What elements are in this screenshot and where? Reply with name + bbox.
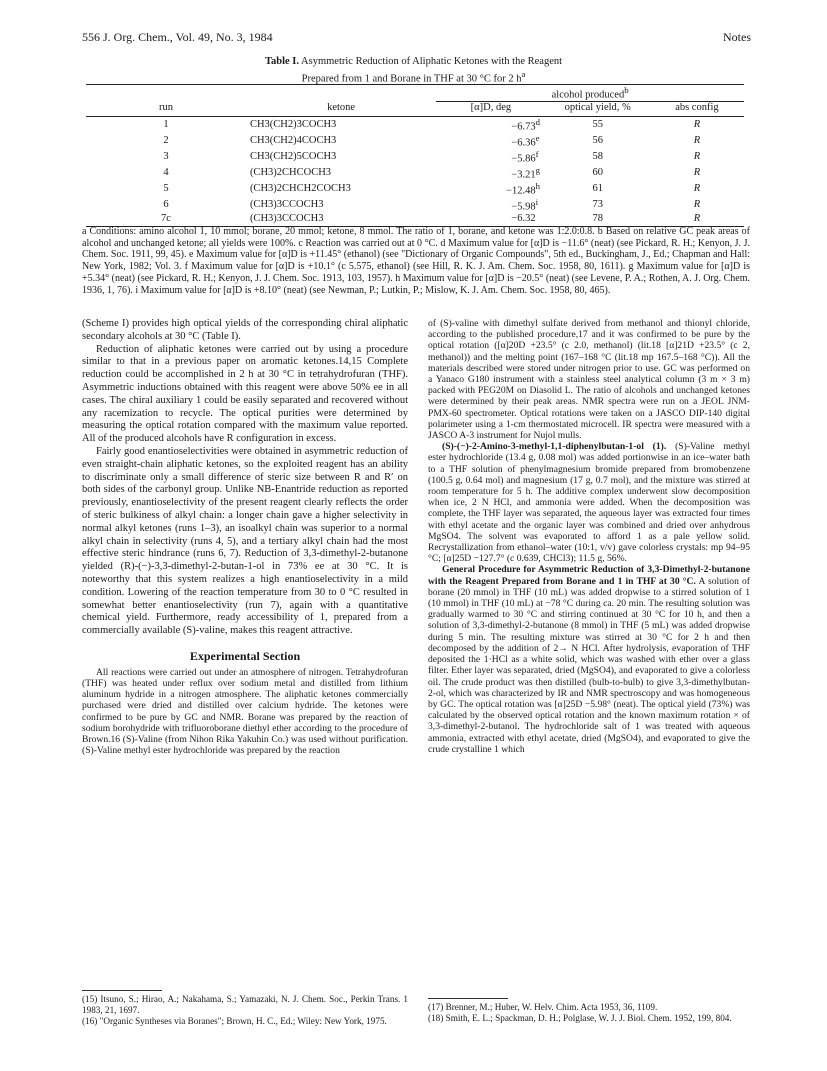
- cell-ketone: (CH3)3CCOCH3: [249, 198, 324, 210]
- left-column: [82, 318, 408, 756]
- journal-citation: 556 J. Org. Chem., Vol. 49, No. 3, 1984: [82, 30, 273, 44]
- cell-config: R: [693, 118, 701, 130]
- alpha-note: g: [535, 164, 540, 175]
- section-label: Notes: [723, 30, 751, 44]
- cell-alpha: −6.73$^d$: [511, 116, 540, 132]
- cell-config: R: [693, 182, 701, 194]
- references-right: [428, 1002, 750, 1024]
- table-caption-note: a: [521, 69, 526, 79]
- cell-config: R: [693, 150, 701, 162]
- cell-ketone: (CH3)2CHCOCH3: [249, 166, 332, 178]
- cell-run: 4: [163, 166, 169, 178]
- page-header: [82, 30, 751, 46]
- col-header-yield: optical yield, %: [546, 102, 650, 117]
- col-header-run: run: [86, 102, 246, 117]
- cell-alpha: −12.48$^h$: [506, 180, 540, 196]
- table-title-line2: Prepared from 1 and Borane in THF at 30 °C for 2 h: [301, 73, 522, 85]
- cell-alpha: −5.86$^f$: [436, 149, 545, 165]
- table-title-line1: Asymmetric Reduction of Aliphatic Ketones with the Reagent: [301, 56, 563, 67]
- paragraph: Reduction of aliphatic ketones were carried out by using a procedure similar to that in a previous paper on aromatic ketones.14,15 Complete reduction could be accomplished in 2 h at 30 °C in tetrahydrofuran (THF). Asymmetric inductions obtained with this reagent were above 50% ee in all cases. The chiral auxiliary 1 could be easily separated and recovered without any racemization to recycle. The optical purities were determined by measuring the optical rotation compared with the maximum value reported. All of the produced alcohols have R configuration in excess.: [82, 343, 408, 445]
- alpha-note: f: [535, 148, 539, 159]
- cell-alpha: −6.32: [436, 213, 545, 227]
- table-row: [86, 197, 744, 213]
- footnote-rule: [82, 990, 162, 991]
- cell-yield: 56: [592, 134, 603, 146]
- alpha-note: e: [535, 132, 540, 143]
- results-table: [86, 84, 744, 227]
- cell-alpha: −3.21$^g$: [511, 164, 540, 180]
- footnote-rule: [428, 998, 508, 999]
- paragraph: A solution of borane (20 mmol) in THF (10 mL) was added dropwise to a stirred solution of 1 (10 mmol) in THF (10 mL) at −78 °C during ca. 20 min. The resulting solution was gradually warmed to 30 °C and stirring continued at 30 °C for 10 h, and then a solution of 3,3-dimethyl-2-butanone (8 mmol) in THF (5 mL) was added dropwise during 5 min. The resulting mixture was stirred at 30 °C for 2 h and then decomposed by the addition of 2→ N HCl. After hydrolysis, evaporation of THF deposited the 1·HCl as a white solid, which was washed with ether over a glass filter. Ether layer was separated, dried (MgSO4), and evaporated to give a colorless oil. The crude product was then distilled (bulb-to-bulb) to give 3,3-dimethylbutan-2-ol, which was characterized by IR and NMR spectroscopy and was homogeneous by GC. The optical rotation was [α]25D −5.98° (neat). The optical yield (73%) was calculated by the observed optical rotation and the known maximum rotation × of 3,3-dimethyl-2-butanol. The hydrochloride salt of 1 was treated with aqueous ammonia, extracted with ethyl acetate, dried (MgSO4), and evaporated to give the crude crystalline 1 which: [428, 575, 750, 755]
- cell-run: 7c: [86, 213, 246, 227]
- cell-alpha: $-5.98^i$: [436, 197, 545, 213]
- table-row: [86, 133, 744, 149]
- cell-run: 3: [163, 150, 169, 162]
- table-row: [86, 213, 744, 227]
- paragraph: of (S)-valine with dimethyl sulfate derived from methanol and thionyl chloride, according to the published procedure,17 and it was confirmed to be pure by the optical rotation ([α]20D +23.5° (c 2.0, methanol) (lit.18 [α]21D +23.5° (c 2, methanol)) and the melting point (167–168 °C (lit.18 mp 167.5–168 °C)). All the materials described were stored under nitrogen prior to use. GC was performed on a Yanaco G180 instrument with a stainless steel analytical column (3 m × 3 m) packed with PEG20M on Diasolid L. The ratio of alcohols and unchanged ketones were determined by their peak areas. NMR spectra were run on a JEOL JNM-PMX-60 spectrometer. Optical rotations were taken on a JASCO DIP-140 digital polarimeter using a 1-cm thermostated microcell. IR spectra were measured with a JASCO A-3 instrument for Nujol mulls.: [428, 318, 750, 442]
- table-row: [86, 149, 744, 165]
- cell-yield: 60: [592, 166, 603, 178]
- alpha-note: d: [535, 116, 540, 127]
- reference: (16) "Organic Syntheses via Boranes"; Brown, H. C., Ed.; Wiley: New York, 1975.: [82, 1015, 387, 1026]
- cell-yield: 73: [592, 198, 603, 210]
- cell-yield: 58: [592, 150, 603, 162]
- table-label: Table I.: [264, 56, 299, 67]
- alpha-note: i: [535, 196, 539, 207]
- cell-run: 1: [163, 118, 169, 130]
- cell-ketone: CH3(CH2)3COCH3: [249, 118, 337, 130]
- paragraph: (Scheme I) provides high optical yields of the corresponding chiral aliphatic secondary alcohols at 30 °C (Table I).: [82, 318, 408, 342]
- cell-ketone: (CH3)3CCOCH3: [246, 213, 436, 227]
- cell-ketone: CH3(CH2)5COCH3: [249, 150, 337, 162]
- reference: (18) Smith, E. L.; Spackman, D. H.; Polglase, W. J. J. Biol. Chem. 1952, 199, 804.: [428, 1012, 732, 1023]
- table-row: [86, 181, 744, 197]
- reference: (17) Brenner, M.; Huber, W. Helv. Chim. Acta 1953, 36, 1109.: [428, 1002, 658, 1012]
- paragraph: All reactions were carried out under an atmosphere of nitrogen. Tetrahydrofuran (THF) was heated under reflux over sodium metal and distilled from lithium aluminum hydride in a nitrogen atmosphere. The aliphatic ketones commercially purchased were dried and distilled over calcium hydride. The ketones were confirmed to be pure by GC and NMR. Borane was prepared by the reaction of sodium borohydride with trifluoroborane diethyl ether according to the procedure of Brown.16 (S)-Valine (from Nihon Rika Yakuhin Co.) was used without purification. (S)-Valine methyl ester hydrochloride was prepared by the reaction: [82, 666, 408, 757]
- col-header-config: abs config: [650, 102, 744, 117]
- subheading: (S)-(−)-2-Amino-3-methyl-1,1-diphenylbutan-1-ol (1).: [442, 441, 667, 453]
- cell-config: R: [650, 213, 744, 227]
- cell-config: R: [693, 166, 701, 178]
- reference: (15) Itsuno, S.; Hirao, A.; Nakahama, S.; Yamazaki, N. J. Chem. Soc., Perkin Trans. 1 1983, 21, 1697.: [82, 994, 408, 1015]
- cell-run: 6: [163, 198, 169, 210]
- cell-yield: 55: [592, 118, 603, 130]
- group-header: alcohol produced$^b$: [436, 85, 744, 102]
- cell-ketone: (CH3)2CHCH2COCH3: [249, 182, 351, 194]
- col-header-ketone: ketone: [246, 102, 436, 117]
- cell-yield: 78: [546, 213, 650, 227]
- cell-config: R: [693, 134, 701, 146]
- table-row: [86, 165, 744, 181]
- cell-ketone: CH3(CH2)4COCH3: [249, 134, 337, 146]
- cell-config: R: [693, 198, 701, 210]
- table-row: [86, 116, 744, 133]
- col-header-alpha: [α]D, deg: [436, 102, 545, 117]
- section-heading: Experimental Section: [189, 648, 301, 663]
- subheading: General Procedure for Asymmetric Reduction of 3,3-Dimethyl-2-butanone with the Reagent Prepared from Borane and 1 in THF at 30 °C.: [428, 564, 750, 587]
- alpha-note: h: [535, 180, 540, 191]
- table-caption: [120, 56, 707, 86]
- cell-yield: 61: [592, 182, 603, 194]
- references-left: [82, 994, 408, 1026]
- paragraph: (S)-Valine methyl ester hydrochloride (13.4 g, 0.08 mol) was added portionwise in an ice–water bath to a THF solution of phenylmagnesium bromide prepared from bromobenzene (100.5 g, 0.64 mol) and magnesium (17 g, 0.7 mol), and the mixture was stirred at room temperature for 5 h. The additive complex underwent slow decomposition when ice, 2 N HCl, and ammonia were added. When the decomposition was complete, the THF layer was separated, the aqueous layer was extracted four times with ethyl acetate and the organic layer was combined and dried over anhydrous MgSO4. The solvent was evaporated to afford 1 as a pale yellow solid. Recrystallization from ethanol–water (10:1, v/v) gave colorless crystals: mp 94–95 °C; [α]25D −127.7° (c 0.639, CHCl3); 11.5 g, 56%.: [428, 441, 750, 565]
- cell-alpha: −6.36$^e$: [436, 133, 545, 149]
- cell-run: 5: [163, 182, 169, 194]
- cell-run: 2: [163, 134, 169, 146]
- paragraph: Fairly good enantioselectivities were obtained in asymmetric reduction of even straight-chain aliphatic ketones, so the exploited reagent has an ability to discriminate only a small difference of steric size between R and R′ on both sides of the carbonyl group. Unlike NB-Enantride reduction as reported previously, enantioselectivity of the present reagent clearly reflects the order of steric bulkiness of alkyl chain: a longer chain gave a higher selectivity in normal alkyl ketones (runs 1–3), an isoalkyl chain was superior to a normal alkyl chain in selectivity (runs 4, 5), and a tertiary alkyl chain had the most effective steric hindrance (runs 6, 7). Reduction of 3,3-dimethyl-2-butanone yielded (R)-(−)-3,3-dimethyl-2-butan-1-ol in 73% ee at 30 °C. It is noteworthy that this system realizes a high enantioselectivity in a mild condition. Lowering of the reaction temperature from 30 to 0 °C resulted in somewhat better enantioselectivity (run 7), again with a quantitative chemical yield. Furthermore, ready accessibility of 1, prepared from a commercially available (S)-valine, makes this reagent attractive.: [82, 445, 408, 637]
- table-footnotes: a Conditions: amino alcohol 1, 10 mmol; borane, 20 mmol; ketone, 8 mmol. The ratio of 1, borane, and ketone was 1:2.0:0.8. b Based on relative GC peak areas of alcohol and unchanged ketone; all yields were 100%. c Reaction was carried out at 0 °C. d Maximum value for [α]D is −11.6° (neat) (see Pickard, R. H.; Kenyon, J. J. Chem. Soc. 1911, 99, 45). e Maximum value for [α]D is +11.45° (ethanol) (see "Dictionary of Organic Compounds", 5th ed., Buckingham, J., Ed.; Chapman and Hall: New York, 1982; Vol. 3. f Maximum value for [α]D is +10.1° (c 5.575, ethanol) (see Hill, R. K. J. Am. Chem. Soc. 1958, 80, 1611). g Maximum value for [α]D is +5.34° (neat) (see Pickard, R. H.; Kenyon, J. J. Chem. Soc. 1913, 103, 1957). h Maximum value for [α]D is −20.5° (neat) (see Levene, P. A.; Rothen, A. J. Org. Chem. 1936, 1, 76). i Maximum value for [α]D is +8.10° (neat) (see Newman, P.; Lutkin, P.; Mislow, K. J. Am. Chem. Soc. 1958, 80, 465).: [82, 226, 750, 296]
- right-column: [428, 318, 750, 755]
